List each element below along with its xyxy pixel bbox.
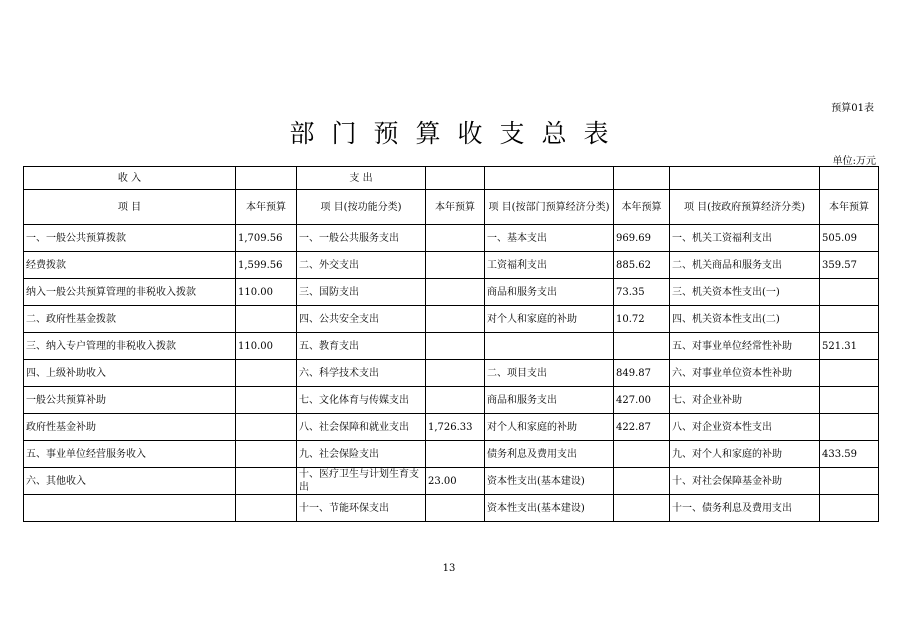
header-row-group <box>24 167 879 190</box>
gov-econ-budget-cell: 505.09 <box>820 225 879 252</box>
dept-econ-item-cell: 二、项目支出 <box>485 360 614 387</box>
gov-econ-budget-cell <box>820 306 879 333</box>
budget-header: 本年预算 <box>426 190 485 225</box>
income-budget-cell <box>236 306 297 333</box>
functional-budget-cell <box>426 441 485 468</box>
dept-econ-item-cell: 资本性支出(基本建设) <box>485 495 614 522</box>
expense-header: 支 出 <box>297 167 426 190</box>
gov-econ-budget-cell: 359.57 <box>820 252 879 279</box>
form-number: 预算01表 <box>831 103 874 114</box>
functional-budget-cell <box>426 360 485 387</box>
dept-econ-budget-cell <box>614 495 670 522</box>
table-row <box>24 387 879 414</box>
table-row <box>24 441 879 468</box>
gov-econ-budget-cell <box>820 468 879 495</box>
gov-econ-header: 项 目(按政府预算经济分类) <box>670 190 820 225</box>
table-row <box>24 468 879 495</box>
dept-econ-budget-cell <box>614 441 670 468</box>
dept-econ-budget-cell: 427.00 <box>614 387 670 414</box>
income-budget-cell <box>236 441 297 468</box>
income-budget-cell <box>236 414 297 441</box>
functional-budget-cell: 23.00 <box>426 468 485 495</box>
table-row <box>24 495 879 522</box>
functional-budget-cell <box>426 495 485 522</box>
dept-econ-item-cell: 债务利息及费用支出 <box>485 441 614 468</box>
income-budget-cell: 1,709.56 <box>236 225 297 252</box>
income-item-cell: 三、纳入专户管理的非税收入拨款 <box>24 333 236 360</box>
functional-budget-cell <box>426 279 485 306</box>
gov-econ-budget-cell <box>820 387 879 414</box>
gov-econ-budget-cell: 521.31 <box>820 333 879 360</box>
functional-item-cell: 九、社会保险支出 <box>297 441 426 468</box>
functional-item-cell: 四、公共安全支出 <box>297 306 426 333</box>
dept-econ-item-cell <box>485 333 614 360</box>
functional-item-cell: 十、医疗卫生与计划生育支出 <box>297 468 426 495</box>
table-row <box>24 252 879 279</box>
dept-econ-budget-cell: 885.62 <box>614 252 670 279</box>
table-row <box>24 333 879 360</box>
income-item-cell: 一、一般公共预算拨款 <box>24 225 236 252</box>
dept-econ-item-cell: 商品和服务支出 <box>485 387 614 414</box>
functional-item-cell: 三、国防支出 <box>297 279 426 306</box>
income-item-cell: 纳入一般公共预算管理的非税收入拨款 <box>24 279 236 306</box>
table-row <box>24 306 879 333</box>
dept-econ-budget-cell: 969.69 <box>614 225 670 252</box>
income-item-cell: 经费拨款 <box>24 252 236 279</box>
budget-table <box>23 166 879 522</box>
gov-econ-item-cell: 三、机关资本性支出(一) <box>670 279 820 306</box>
functional-item-cell: 八、社会保障和就业支出 <box>297 414 426 441</box>
income-item-cell: 一般公共预算补助 <box>24 387 236 414</box>
gov-econ-item-cell: 八、对企业资本性支出 <box>670 414 820 441</box>
income-budget-cell <box>236 360 297 387</box>
income-item-cell: 五、事业单位经营服务收入 <box>24 441 236 468</box>
table-row <box>24 414 879 441</box>
dept-econ-budget-cell: 10.72 <box>614 306 670 333</box>
page-number: 13 <box>442 563 456 574</box>
table-row <box>24 225 879 252</box>
table-row <box>24 360 879 387</box>
empty-header-cell <box>614 167 670 190</box>
income-budget-cell <box>236 468 297 495</box>
functional-item-cell: 七、文化体育与传媒支出 <box>297 387 426 414</box>
gov-econ-item-cell: 六、对事业单位资本性补助 <box>670 360 820 387</box>
budget-header: 本年预算 <box>614 190 670 225</box>
empty-header-cell <box>485 167 614 190</box>
income-item-cell: 四、上级补助收入 <box>24 360 236 387</box>
gov-econ-item-cell: 七、对企业补助 <box>670 387 820 414</box>
dept-econ-item-cell: 资本性支出(基本建设) <box>485 468 614 495</box>
dept-econ-budget-cell: 849.87 <box>614 360 670 387</box>
income-budget-cell: 110.00 <box>236 333 297 360</box>
header-row-columns <box>24 190 879 225</box>
empty-header-cell <box>820 167 879 190</box>
functional-item-cell: 五、教育支出 <box>297 333 426 360</box>
income-header: 收 入 <box>24 167 236 190</box>
functional-item-cell: 十一、节能环保支出 <box>297 495 426 522</box>
dept-econ-item-cell: 一、基本支出 <box>485 225 614 252</box>
income-budget-cell: 1,599.56 <box>236 252 297 279</box>
item-header: 项 目 <box>24 190 236 225</box>
gov-econ-item-cell: 一、机关工资福利支出 <box>670 225 820 252</box>
gov-econ-item-cell: 五、对事业单位经常性补助 <box>670 333 820 360</box>
income-item-cell: 政府性基金补助 <box>24 414 236 441</box>
unit-label: 单位:万元 <box>832 156 876 167</box>
functional-budget-cell <box>426 252 485 279</box>
dept-econ-item-cell: 对个人和家庭的补助 <box>485 414 614 441</box>
dept-econ-budget-cell: 422.87 <box>614 414 670 441</box>
dept-econ-budget-cell: 73.35 <box>614 279 670 306</box>
table-row <box>24 279 879 306</box>
functional-budget-cell <box>426 306 485 333</box>
gov-econ-budget-cell <box>820 279 879 306</box>
income-item-cell: 六、其他收入 <box>24 468 236 495</box>
gov-econ-budget-cell: 433.59 <box>820 441 879 468</box>
empty-header-cell <box>426 167 485 190</box>
dept-econ-item-cell: 商品和服务支出 <box>485 279 614 306</box>
gov-econ-item-cell: 十、对社会保障基金补助 <box>670 468 820 495</box>
gov-econ-item-cell: 四、机关资本性支出(二) <box>670 306 820 333</box>
functional-budget-cell <box>426 387 485 414</box>
dept-econ-budget-cell <box>614 468 670 495</box>
income-budget-cell: 110.00 <box>236 279 297 306</box>
empty-header-cell <box>236 167 297 190</box>
gov-econ-item-cell: 二、机关商品和服务支出 <box>670 252 820 279</box>
income-item-cell: 二、政府性基金拨款 <box>24 306 236 333</box>
functional-item-cell: 六、科学技术支出 <box>297 360 426 387</box>
page-title: 部门预算收支总表 <box>289 119 626 148</box>
dept-econ-header: 项 目(按部门预算经济分类) <box>485 190 614 225</box>
gov-econ-budget-cell <box>820 495 879 522</box>
income-budget-cell <box>236 387 297 414</box>
empty-header-cell <box>670 167 820 190</box>
gov-econ-budget-cell <box>820 360 879 387</box>
income-item-cell <box>24 495 236 522</box>
gov-econ-item-cell: 九、对个人和家庭的补助 <box>670 441 820 468</box>
functional-item-cell: 二、外交支出 <box>297 252 426 279</box>
dept-econ-item-cell: 工资福利支出 <box>485 252 614 279</box>
gov-econ-item-cell: 十一、债务利息及费用支出 <box>670 495 820 522</box>
dept-econ-budget-cell <box>614 333 670 360</box>
functional-budget-cell <box>426 225 485 252</box>
gov-econ-budget-cell <box>820 414 879 441</box>
dept-econ-item-cell: 对个人和家庭的补助 <box>485 306 614 333</box>
functional-budget-cell <box>426 333 485 360</box>
functional-header: 项 目(按功能分类) <box>297 190 426 225</box>
functional-item-cell: 一、一般公共服务支出 <box>297 225 426 252</box>
functional-budget-cell: 1,726.33 <box>426 414 485 441</box>
income-budget-cell <box>236 495 297 522</box>
budget-header: 本年预算 <box>236 190 297 225</box>
budget-header: 本年预算 <box>820 190 879 225</box>
